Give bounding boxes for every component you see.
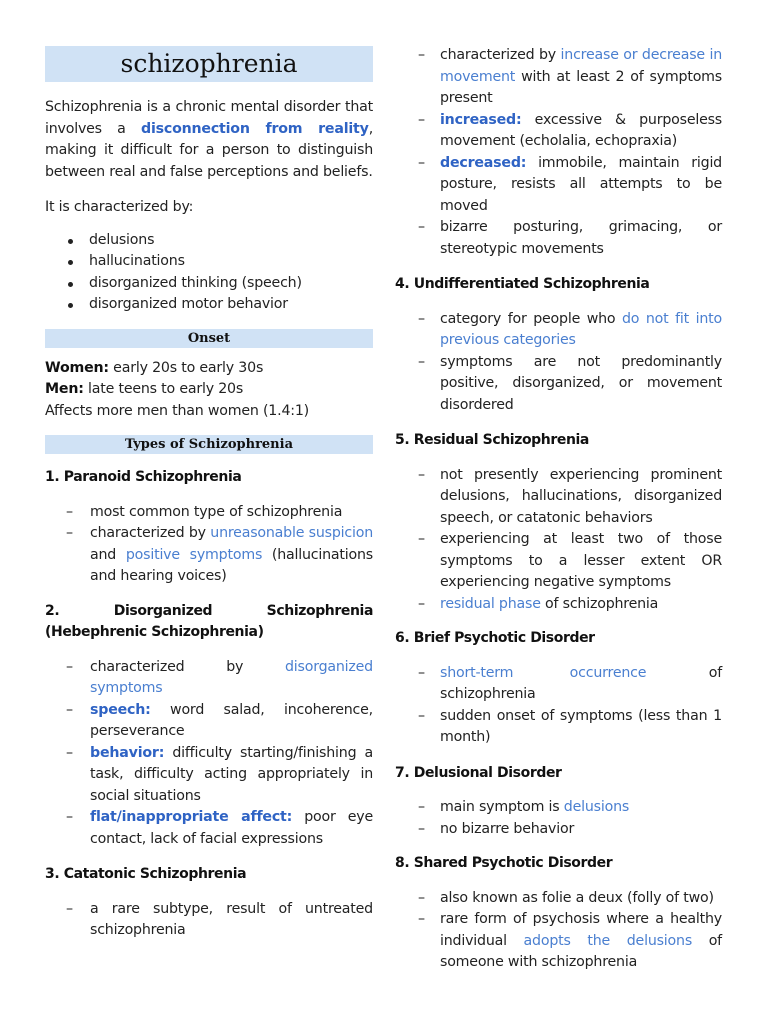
onset-men	[45, 379, 373, 401]
list-item	[90, 743, 373, 808]
onset-heading: Onset	[45, 329, 373, 348]
item-label: behavior:	[90, 744, 165, 761]
men-text: late teens to early 20s	[83, 381, 244, 397]
item-text: category for people who	[440, 310, 622, 327]
types-heading: Types of Schizophrenia	[45, 435, 373, 454]
disorganized-heading: 2. Disorganized Schizophrenia (Hebephrenic Schizophrenia)	[45, 602, 373, 640]
residual-heading: 5. Residual Schizophrenia	[395, 432, 589, 448]
item-highlight: disorganized symptoms	[90, 658, 373, 696]
intro-text: Schizophrenia is a chronic mental disorder that involves a	[45, 99, 373, 137]
item-highlight: increase or decrease in movement	[440, 47, 722, 85]
item-highlight: unreasonable suspicion	[210, 525, 373, 541]
item-text: of someone with schizophrenia	[440, 932, 722, 970]
item-text: characterized by	[440, 47, 561, 63]
item-label: decreased:	[440, 154, 527, 171]
item-text: and	[90, 546, 126, 563]
list-item	[90, 807, 373, 850]
item-text: with at least 2 of symptoms present	[440, 68, 722, 106]
item-text: characterized by	[90, 658, 285, 675]
women-label: Women:	[45, 359, 109, 376]
item-text: excessive & purposeless movement (echolalia, echopraxia)	[440, 111, 722, 149]
page-title: schizophrenia	[45, 46, 373, 82]
list-item: – also known as folie a deux (folly of two)	[440, 888, 722, 910]
list-item: hallucinations	[89, 251, 373, 273]
undifferentiated-heading: 4. Undifferentiated Schizophrenia	[395, 276, 650, 292]
catatonic-list-right	[395, 45, 722, 260]
disorganized-list	[45, 657, 373, 851]
list-item: – bizarre posturing, grimacing, or stereotypic movements	[440, 217, 722, 260]
list-item: – a rare subtype, result of untreated schizophrenia	[90, 899, 373, 942]
list-item: – most common type of schizophrenia	[90, 502, 373, 524]
list-item	[440, 309, 722, 352]
item-text: characterized by	[90, 525, 211, 541]
list-item: disorganized motor behavior	[89, 294, 373, 316]
item-text: word salad, incoherence, perseverance	[90, 701, 373, 739]
item-text: difficulty starting/finishing a task, difficulty acting appropriately in social situations	[90, 744, 373, 804]
item-text: of schizophrenia	[540, 595, 659, 612]
delusional-list	[395, 797, 722, 840]
intro-paragraph	[45, 97, 373, 183]
shared-list	[395, 888, 722, 974]
list-item: – sudden onset of symptoms (less than 1 month)	[440, 706, 722, 749]
item-highlight: do not fit into previous categories	[440, 310, 722, 348]
paranoid-heading: 1. Paranoid Schizophrenia	[45, 469, 242, 485]
delusional-heading: 7. Delusional Disorder	[395, 764, 562, 781]
undifferentiated-list	[395, 309, 722, 417]
paranoid-list	[45, 502, 373, 588]
item-label: flat/inappropriate affect:	[90, 809, 293, 825]
item-text: poor eye contact, lack of facial expressions	[90, 809, 373, 847]
intro-highlight: disconnection from reality	[141, 120, 369, 137]
list-item	[440, 110, 722, 153]
item-highlight: short-term occurrence	[440, 664, 647, 681]
item-highlight: delusions	[563, 799, 630, 815]
item-text: immobile, maintain rigid posture, resists all attempts to be moved	[440, 154, 722, 214]
residual-list	[395, 465, 722, 616]
list-item	[90, 523, 373, 588]
characteristics-list	[45, 230, 373, 316]
item-text: main symptom is	[440, 799, 564, 815]
shared-heading: 8. Shared Psychotic Disorder	[395, 855, 613, 871]
left-column	[45, 0, 373, 942]
list-item: – no bizarre behavior	[440, 819, 722, 841]
item-highlight: adopts the delusions	[523, 932, 693, 949]
item-text: of schizophrenia	[440, 664, 722, 702]
list-item	[440, 909, 722, 974]
list-item	[440, 153, 722, 218]
list-item	[440, 594, 722, 616]
onset-ratio: Affects more men than women (1.4:1)	[45, 402, 310, 419]
item-highlight: residual phase	[440, 595, 541, 612]
brief-list	[395, 663, 722, 749]
list-item	[90, 657, 373, 700]
catatonic-heading: 3. Catatonic Schizophrenia	[45, 866, 247, 882]
characterized-label: It is characterized by:	[45, 199, 194, 215]
item-text: (hallucinations and hearing voices)	[90, 546, 373, 584]
item-label: speech:	[90, 701, 151, 718]
list-item	[90, 700, 373, 743]
women-text: early 20s to early 30s	[108, 359, 264, 376]
list-item: – experiencing at least two of those symptoms to a lesser extent OR experiencing negative symptoms	[440, 529, 722, 594]
catatonic-list-left	[45, 899, 373, 942]
list-item	[440, 45, 722, 110]
right-column	[395, 0, 722, 974]
onset-women	[45, 358, 373, 380]
item-highlight: positive symptoms	[125, 546, 263, 563]
men-label: Men:	[45, 381, 84, 397]
brief-heading: 6. Brief Psychotic Disorder	[395, 630, 595, 646]
list-item: – not presently experiencing prominent delusions, hallucinations, disorganized speech, or catatonic behaviors	[440, 465, 722, 530]
list-item: disorganized thinking (speech)	[89, 273, 373, 295]
list-item: – symptoms are not predominantly positive, disorganized, or movement disordered	[440, 352, 722, 417]
item-label: increased:	[440, 111, 522, 128]
list-item: delusions	[89, 230, 373, 252]
item-text: rare form of psychosis where a healthy individual	[440, 911, 722, 949]
list-item	[440, 663, 722, 706]
intro-text-end: , making it difficult for a person to distinguish between real and false perceptions and beliefs.	[45, 120, 373, 180]
list-item	[440, 797, 722, 819]
